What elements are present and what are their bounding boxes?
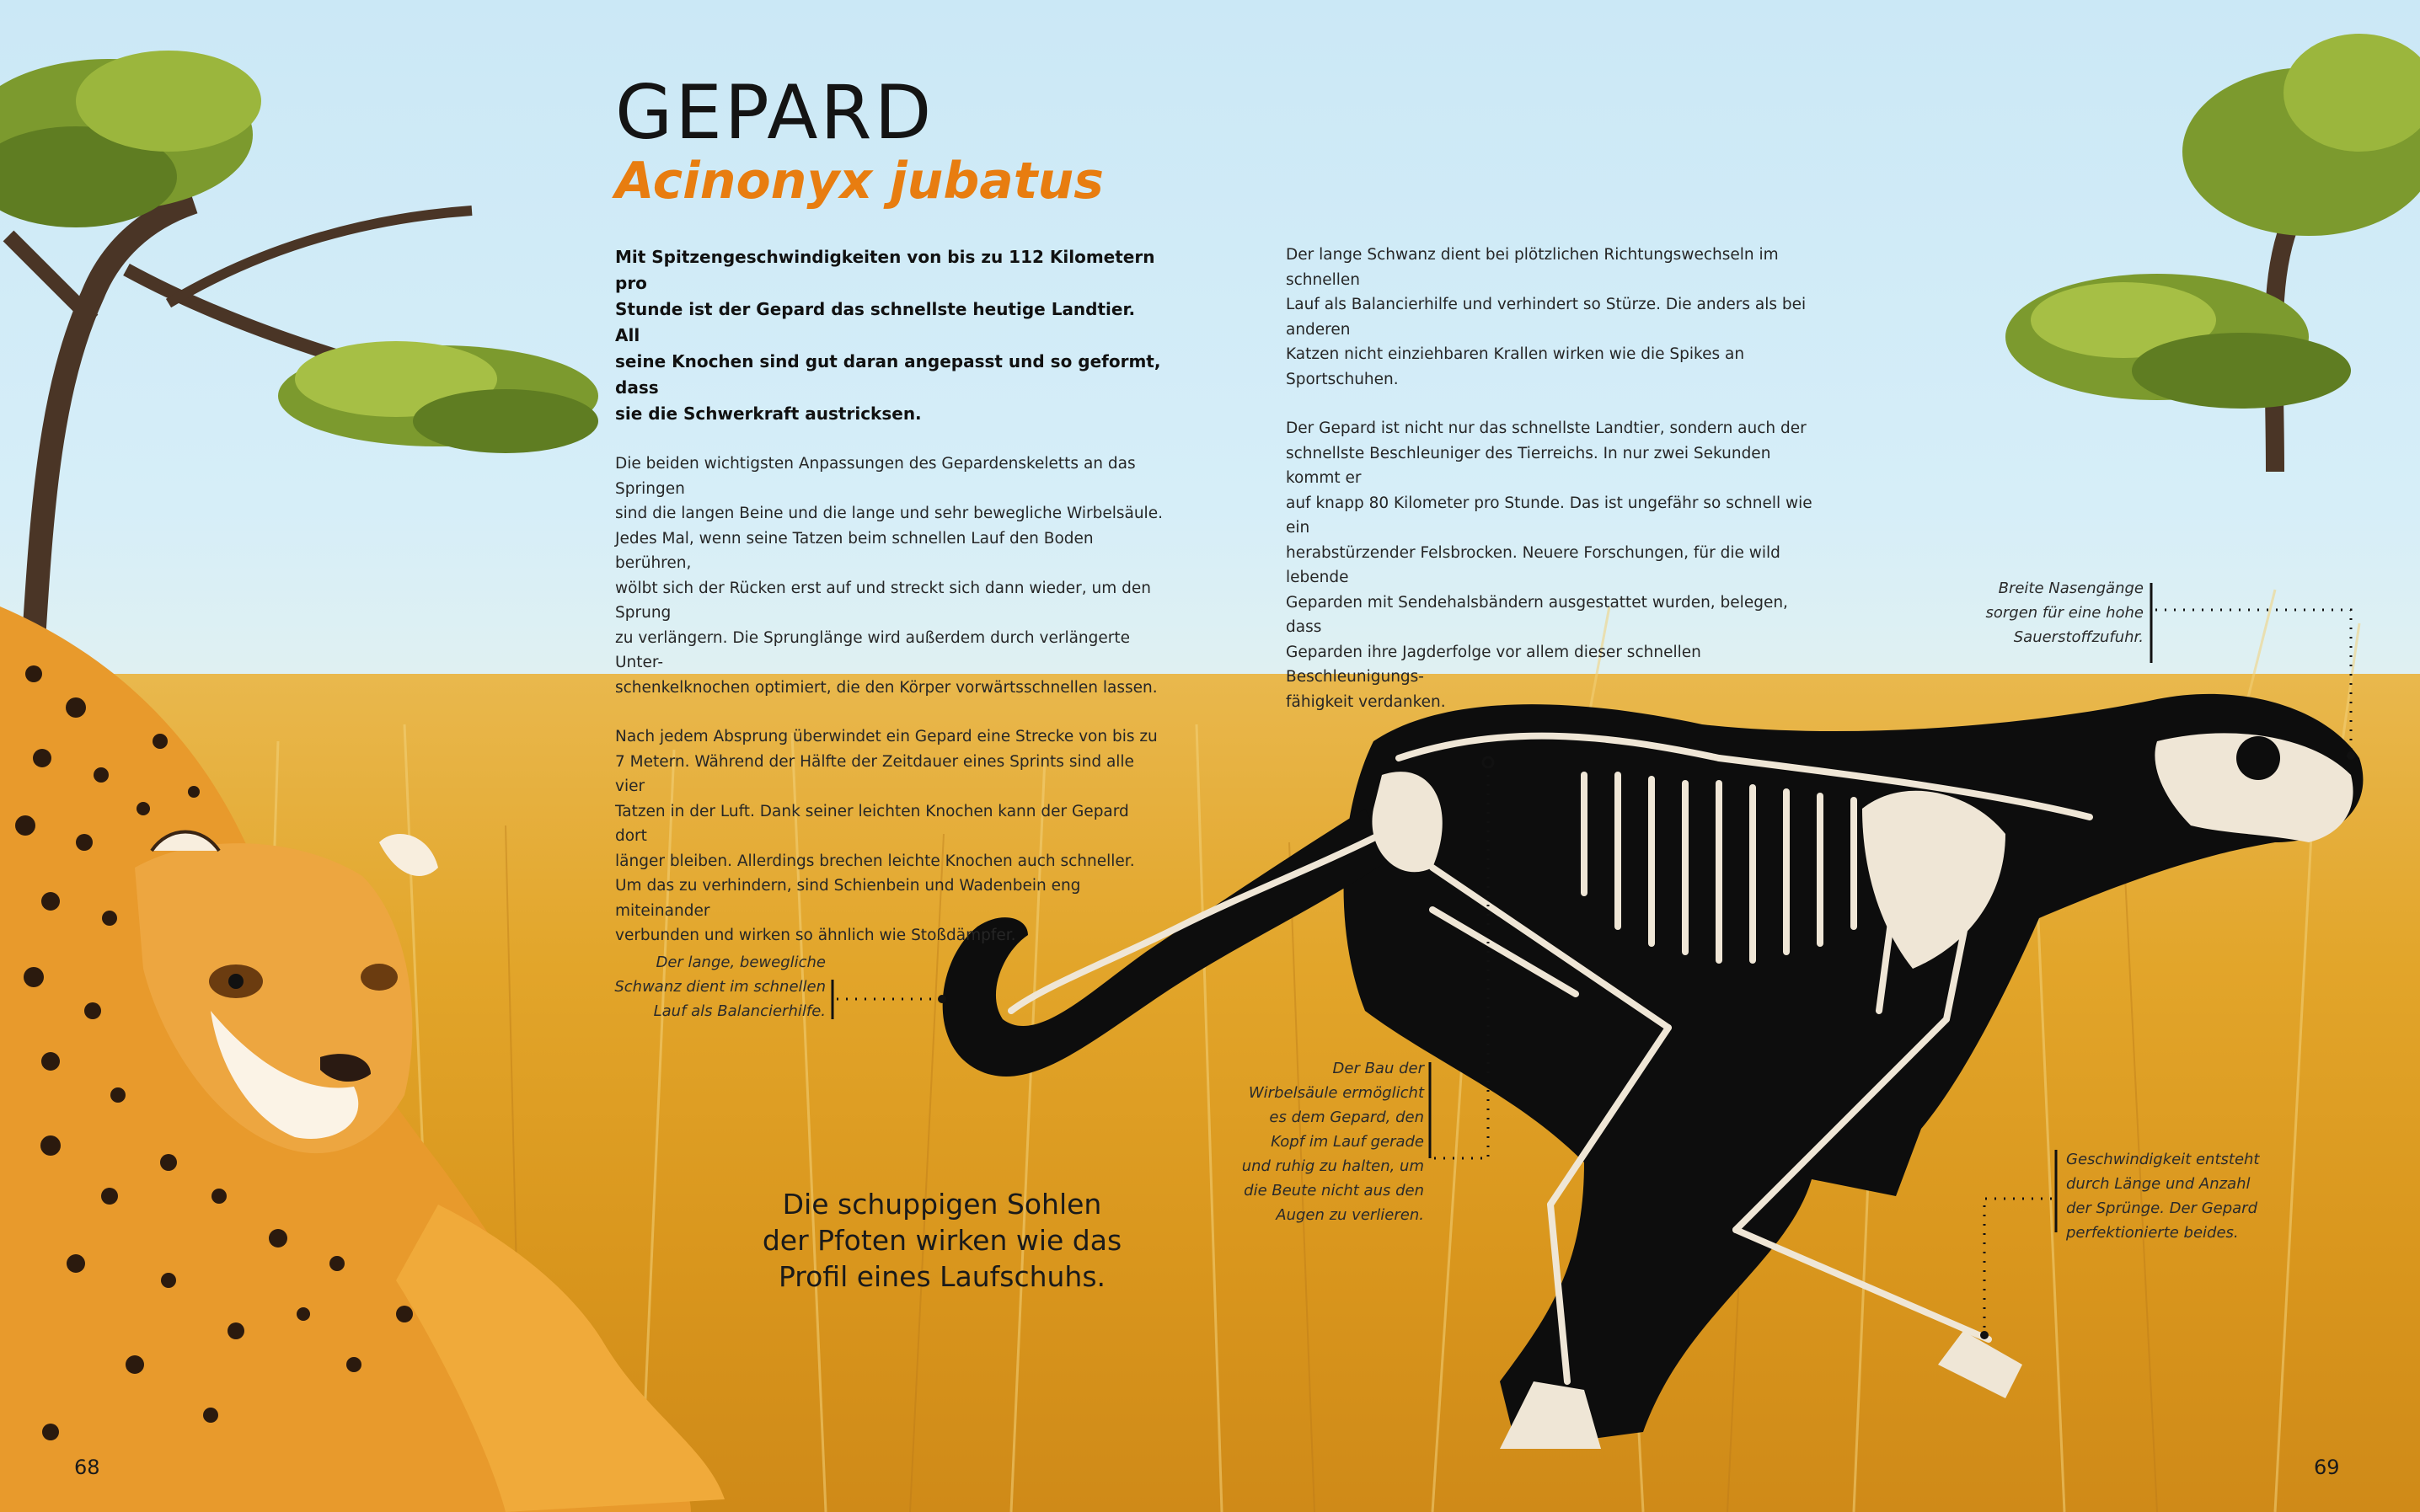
left-text-column — [615, 244, 1163, 973]
page-number-left: 68 — [74, 1456, 100, 1479]
acacia-tree-left — [0, 51, 598, 640]
caption-speed: Geschwindigkeit entsteht durch Länge und Anzahl der Sprünge. Der Gepard perfektionierte beides. — [2066, 1151, 2260, 1242]
right-text-column — [1286, 243, 1825, 739]
body-paragraph: Die beiden wichtigsten Anpassungen des Gepardenskeletts an das Springen sind die langen Beine und die lange und sehr bewegliche Wirbelsäule. Jedes Mal, wenn seine Tatzen beim schnellen Lauf den Boden berühren, wölbt sich der Rücken erst auf und streckt sich dann wieder, um den Sprung zu verlängern. Die Sprunglänge wird außerdem durch verlängerte Unter- schenkelknochen optimiert, die den Körper vorwärtsschnellen lassen. — [615, 455, 1163, 697]
caption-nose: Breite Nasengänge sorgen für eine hohe Sauerstoffzufuhr. — [1985, 580, 2144, 646]
caption-paws: Die schuppigen Sohlen der Pfoten wirken wie das Profil eines Laufschuhs. — [762, 1188, 1122, 1293]
latin-name: Acinonyx jubatus — [615, 152, 1104, 211]
page-number-right: 69 — [2314, 1456, 2340, 1479]
body-paragraph: Der lange Schwanz dient bei plötzlichen Richtungswechseln im schnellen Lauf als Balancierhilfe und verhindert so Stürze. Die anders als bei anderen Katzen nicht einziehbaren Krallen wirken wie die Spikes an Sportschuhen. — [1286, 246, 1807, 388]
page-title: GEPARD — [615, 69, 934, 156]
caption-spine: Der Bau der Wirbelsäule ermöglicht es dem Gepard, den Kopf im Lauf gerade und ruhig zu halten, um die Beute nicht aus den Augen zu verlieren. — [1241, 1060, 1424, 1224]
acacia-tree-right — [2005, 34, 2420, 472]
intro-paragraph: Mit Spitzengeschwindigkeiten von bis zu 112 Kilometern pro Stunde ist der Gepard das schnellste heutige Landtier. All seine Knochen sind gut daran angepasst und so geformt, dass sie die Schwerkraft austricksen. — [615, 247, 1161, 424]
caption-tail: Der lange, bewegliche Schwanz dient im schnellen Lauf als Balancierhilfe. — [614, 954, 826, 1020]
body-paragraph: Der Gepard ist nicht nur das schnellste Landtier, sondern auch der schnellste Beschleuniger des Tierreichs. In nur zwei Sekunden kommt er auf knapp 80 Kilometer pro Stunde. Das ist ungefähr so schnell wie ein herabstürzender Felsbrocken. Neuere Forschungen, für die wild lebende Geparden mit Sendehalsbändern ausgestattet wurden, belegen, dass Geparden ihre Jagderfolge vor allem dieser schnellen Beschleunigungs- fähigkeit verdanken. — [1286, 419, 1812, 711]
body-paragraph: Nach jedem Absprung überwindet ein Gepard eine Strecke von bis zu 7 Metern. Während der Hälfte der Zeitdauer eines Sprints sind alle vier Tatzen in der Luft. Dank seiner leichten Knochen kann der Gepard dort länger bleiben. Allerdings brechen leichte Knochen auch schneller. Um das zu verhindern, sind Schienbein und Wadenbein eng miteinander verbunden und wirken so ähnlich wie Stoßdämpfer. — [615, 728, 1158, 944]
